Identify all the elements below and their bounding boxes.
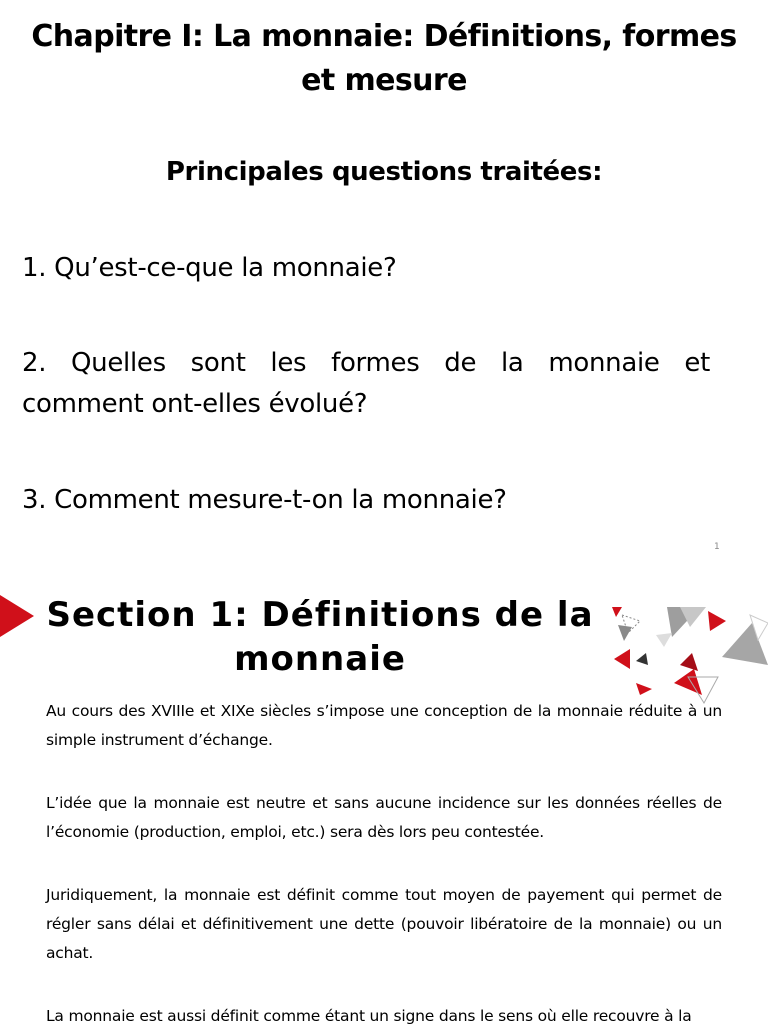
section-title: Section 1: Définitions de la monnaie [46,595,594,679]
paragraph-2: L’idée que la monnaie est neutre et sans aucune incidence sur les données réelles de l’économie (production, emploi, etc.) sera dès lors peu contestée. [46,794,722,841]
paragraph-1: Au cours des XVIIIe et XIXe siècles s’impose une conception de la monnaie réduite à un simple instrument d’échange. [46,702,722,749]
slide-2 [0,565,768,1024]
question-1: 1. Qu’est-ce-que la monnaie? [22,253,397,283]
red-triangle-dark [680,653,698,671]
grey-triangle-faint [656,633,672,647]
red-triangle [708,611,726,631]
dark-triangle [636,653,648,665]
paragraph-4: La monnaie est aussi définit comme étant un signe dans le sens où elle recouvre à la [46,1007,692,1025]
grey-triangle-small [618,625,632,641]
questions-heading: Principales questions traitées: [165,157,603,187]
question-2 [22,343,710,425]
question-3: 3. Comment mesure-t-on la monnaie? [22,485,507,515]
red-triangle-tiny [636,683,652,695]
paragraph-3: Juridiquement, la monnaie est définit comme tout moyen de payement qui permet de régler sans délai et définitivement une dette (pouvoir libératoire de la monnaie) ou un achat. [46,886,722,962]
chapter-title: Chapitre I: La monnaie: Définitions, formes et mesure [31,19,737,98]
red-triangle-bottom [674,669,702,695]
grey-triangle-large [722,623,768,665]
question-2-line-1: 2. Quelles sont les formes de la monnaie et [22,348,710,378]
page-number: 1 [714,542,720,552]
question-2-line-2: comment ont-elles évolué? [22,389,368,419]
